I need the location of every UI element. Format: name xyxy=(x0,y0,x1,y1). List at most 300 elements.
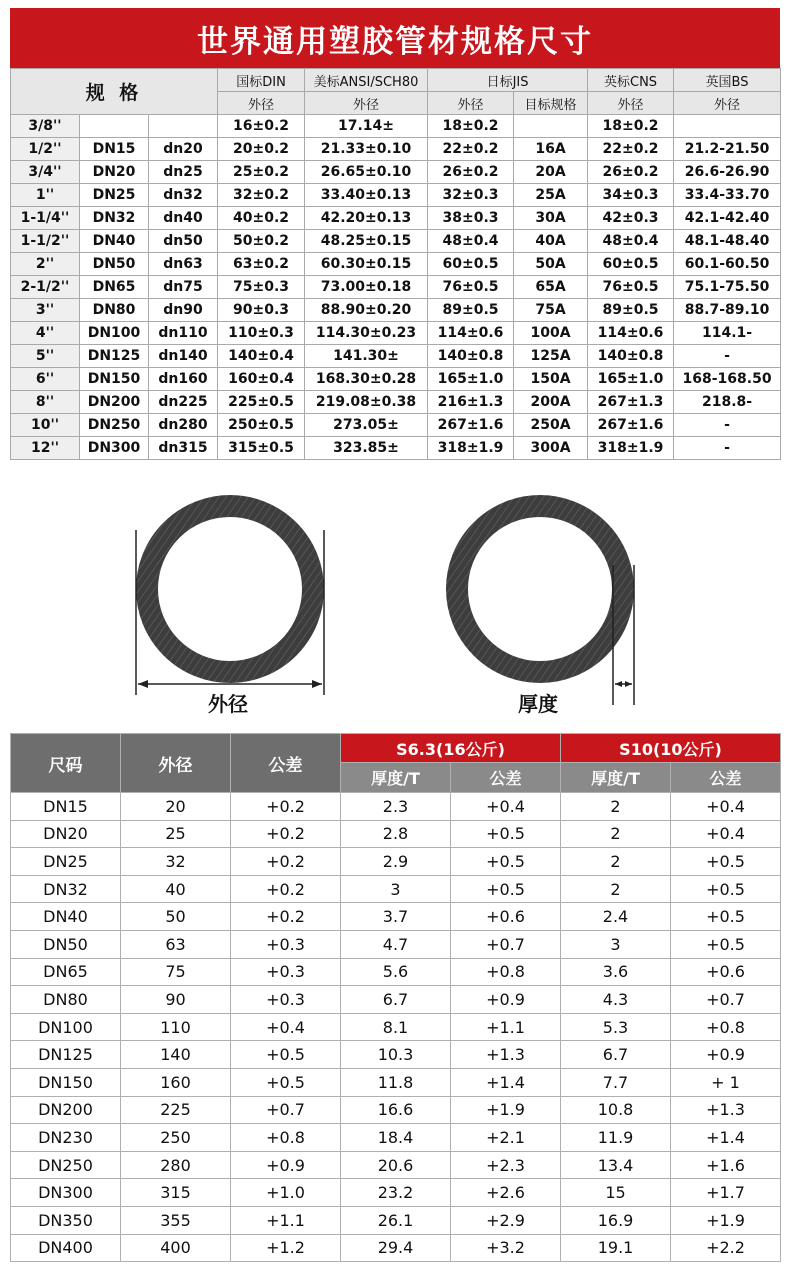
table-cell: 3 xyxy=(341,875,451,903)
table-cell xyxy=(674,115,781,138)
table-cell: + 1 xyxy=(671,1068,781,1096)
table-cell: 114±0.6 xyxy=(428,322,514,345)
table-cell: 315 xyxy=(121,1179,231,1207)
sub-header-od: 外径 xyxy=(428,92,514,115)
table-cell: DN250 xyxy=(11,1151,121,1179)
table-cell: dn315 xyxy=(149,437,218,460)
table-cell: +0.7 xyxy=(231,1096,341,1124)
table-cell: 2-1/2'' xyxy=(11,276,80,299)
table-cell: 38±0.3 xyxy=(428,207,514,230)
table-cell: 13.4 xyxy=(561,1151,671,1179)
table-cell: 318±1.9 xyxy=(588,437,674,460)
table-cell: dn110 xyxy=(149,322,218,345)
table-cell: +0.5 xyxy=(231,1041,341,1069)
tolerance-subheader: 公差 xyxy=(671,763,781,793)
table-row xyxy=(11,368,781,391)
table-cell: DN100 xyxy=(80,322,149,345)
table-cell: 168-168.50 xyxy=(674,368,781,391)
table-cell: 114.30±0.23 xyxy=(305,322,428,345)
table-cell: +0.5 xyxy=(451,848,561,876)
table-cell: DN250 xyxy=(80,414,149,437)
table-cell: DN200 xyxy=(80,391,149,414)
outer-diameter-diagram xyxy=(120,470,450,720)
table-row xyxy=(11,230,781,253)
table-cell: +2.3 xyxy=(451,1151,561,1179)
table-row xyxy=(11,875,781,903)
table-row xyxy=(11,793,781,821)
table-cell: 23.2 xyxy=(341,1179,451,1207)
table-cell: 22±0.2 xyxy=(428,138,514,161)
spec-header: 规 格 xyxy=(11,69,218,115)
table-cell: 5'' xyxy=(11,345,80,368)
table-cell: 318±1.9 xyxy=(428,437,514,460)
table-cell: 75 xyxy=(121,958,231,986)
outer-diameter-label: 外径 xyxy=(208,692,248,716)
table-cell: DN80 xyxy=(11,986,121,1014)
table-cell: 11.9 xyxy=(561,1124,671,1152)
table-cell: 65A xyxy=(514,276,588,299)
table-cell: 20A xyxy=(514,161,588,184)
table-cell: 26±0.2 xyxy=(428,161,514,184)
table-row xyxy=(11,299,781,322)
table-cell: +0.6 xyxy=(671,958,781,986)
table-row xyxy=(11,903,781,931)
table-cell: 40±0.2 xyxy=(218,207,305,230)
table-cell: dn280 xyxy=(149,414,218,437)
table-cell: +0.4 xyxy=(671,793,781,821)
table-cell: dn140 xyxy=(149,345,218,368)
table-row xyxy=(11,1013,781,1041)
table-cell: 1'' xyxy=(11,184,80,207)
table-cell: 18±0.2 xyxy=(588,115,674,138)
table-cell: 63±0.2 xyxy=(218,253,305,276)
table-cell: +0.8 xyxy=(231,1124,341,1152)
table-cell: dn25 xyxy=(149,161,218,184)
table-cell: +0.4 xyxy=(671,820,781,848)
table-cell: 225 xyxy=(121,1096,231,1124)
table-cell: 90±0.3 xyxy=(218,299,305,322)
table-cell: +1.1 xyxy=(231,1206,341,1234)
table-cell: DN230 xyxy=(11,1124,121,1152)
table-cell: 3.7 xyxy=(341,903,451,931)
table-cell: 16.9 xyxy=(561,1206,671,1234)
table-cell: +1.7 xyxy=(671,1179,781,1207)
table-cell: 48.1-48.40 xyxy=(674,230,781,253)
table-cell: +0.3 xyxy=(231,958,341,986)
table-row xyxy=(11,1041,781,1069)
table-cell: +0.2 xyxy=(231,820,341,848)
table-cell: +0.7 xyxy=(671,986,781,1014)
table-cell: 141.30± xyxy=(305,345,428,368)
table-cell: 273.05± xyxy=(305,414,428,437)
table-cell: +2.2 xyxy=(671,1234,781,1262)
table-cell: - xyxy=(674,414,781,437)
table-cell: DN25 xyxy=(11,848,121,876)
table-cell: 150A xyxy=(514,368,588,391)
table-cell: 42±0.3 xyxy=(588,207,674,230)
table-cell: 12'' xyxy=(11,437,80,460)
table-cell: 18±0.2 xyxy=(428,115,514,138)
table-cell: +0.3 xyxy=(231,930,341,958)
table-cell: 5.3 xyxy=(561,1013,671,1041)
table-cell: 3 xyxy=(561,930,671,958)
table-cell: +0.8 xyxy=(671,1013,781,1041)
table-row xyxy=(11,184,781,207)
table-cell: 30A xyxy=(514,207,588,230)
table-cell: DN65 xyxy=(80,276,149,299)
table-cell: 75A xyxy=(514,299,588,322)
table-cell: +1.9 xyxy=(671,1206,781,1234)
table-cell: 2 xyxy=(561,848,671,876)
table-cell: 10'' xyxy=(11,414,80,437)
table-cell: +0.5 xyxy=(671,930,781,958)
page-title: 世界通用塑胶管材规格尺寸 xyxy=(10,8,780,68)
table-cell: +1.3 xyxy=(671,1096,781,1124)
table-row xyxy=(11,322,781,345)
table-cell: +0.9 xyxy=(671,1041,781,1069)
table-cell: 4'' xyxy=(11,322,80,345)
table-row xyxy=(11,253,781,276)
table-cell: 10.8 xyxy=(561,1096,671,1124)
table-cell: dn225 xyxy=(149,391,218,414)
standard-cns: 英标CNS xyxy=(588,69,674,92)
table-cell: 4.7 xyxy=(341,930,451,958)
table-cell: 267±1.3 xyxy=(588,391,674,414)
table-cell: 280 xyxy=(121,1151,231,1179)
table-cell: 250±0.5 xyxy=(218,414,305,437)
table-cell: DN125 xyxy=(80,345,149,368)
size-header: 尺码 xyxy=(11,734,121,793)
table-row xyxy=(11,414,781,437)
table-cell: 89±0.5 xyxy=(588,299,674,322)
table-cell: dn63 xyxy=(149,253,218,276)
table-cell: +0.2 xyxy=(231,793,341,821)
table-cell: 50±0.2 xyxy=(218,230,305,253)
table-cell: 140±0.8 xyxy=(588,345,674,368)
thickness-subheader: 厚度/T xyxy=(561,763,671,793)
table-cell: 200A xyxy=(514,391,588,414)
table-cell: 110 xyxy=(121,1013,231,1041)
table-cell: DN125 xyxy=(11,1041,121,1069)
table-cell: 50A xyxy=(514,253,588,276)
table-cell: DN50 xyxy=(80,253,149,276)
table-cell: 32 xyxy=(121,848,231,876)
table-cell: 160 xyxy=(121,1068,231,1096)
table-cell: DN15 xyxy=(11,793,121,821)
table-cell: 267±1.6 xyxy=(428,414,514,437)
standard-ansi: 美标ANSI/SCH80 xyxy=(305,69,428,92)
table-row xyxy=(11,958,781,986)
table-cell: 15 xyxy=(561,1179,671,1207)
table-cell: 3'' xyxy=(11,299,80,322)
table-row xyxy=(11,848,781,876)
table-cell: +0.5 xyxy=(231,1068,341,1096)
table-cell: 33.40±0.13 xyxy=(305,184,428,207)
table-cell: 114.1- xyxy=(674,322,781,345)
table-cell: 42.20±0.13 xyxy=(305,207,428,230)
standard-bs: 英国BS xyxy=(674,69,781,92)
table-cell: 48±0.4 xyxy=(588,230,674,253)
sub-header-od: 外径 xyxy=(588,92,674,115)
table-cell: +0.2 xyxy=(231,875,341,903)
table-cell: 218.8- xyxy=(674,391,781,414)
table-cell: DN80 xyxy=(80,299,149,322)
table-cell: 88.7-89.10 xyxy=(674,299,781,322)
table-row xyxy=(11,207,781,230)
sub-header-target-spec: 目标规格 xyxy=(514,92,588,115)
table-cell: 60±0.5 xyxy=(428,253,514,276)
table-cell: dn160 xyxy=(149,368,218,391)
table-row xyxy=(11,930,781,958)
table-cell: 8.1 xyxy=(341,1013,451,1041)
table-cell: +0.5 xyxy=(671,848,781,876)
table-cell: - xyxy=(674,437,781,460)
thickness-subheader: 厚度/T xyxy=(341,763,451,793)
table-cell: 25±0.2 xyxy=(218,161,305,184)
table-cell: 21.2-21.50 xyxy=(674,138,781,161)
table-cell: +0.2 xyxy=(231,903,341,931)
table-cell: 219.08±0.38 xyxy=(305,391,428,414)
table-cell: 16A xyxy=(514,138,588,161)
size-table xyxy=(10,733,781,1262)
outer-diameter-header: 外径 xyxy=(121,734,231,793)
table-cell: 7.7 xyxy=(561,1068,671,1096)
table-cell: 100A xyxy=(514,322,588,345)
table-cell: 10.3 xyxy=(341,1041,451,1069)
table-cell: 110±0.3 xyxy=(218,322,305,345)
table-cell: 1-1/4'' xyxy=(11,207,80,230)
table-cell: DN350 xyxy=(11,1206,121,1234)
table-cell: dn50 xyxy=(149,230,218,253)
table-cell: 76±0.5 xyxy=(428,276,514,299)
table-cell: 140 xyxy=(121,1041,231,1069)
table-cell: 355 xyxy=(121,1206,231,1234)
table-cell: 5.6 xyxy=(341,958,451,986)
table-cell: 1/2'' xyxy=(11,138,80,161)
table-cell: +1.6 xyxy=(671,1151,781,1179)
table-cell: 11.8 xyxy=(341,1068,451,1096)
table-cell: +0.8 xyxy=(451,958,561,986)
table-cell: dn32 xyxy=(149,184,218,207)
table-cell: 89±0.5 xyxy=(428,299,514,322)
table-cell: 165±1.0 xyxy=(428,368,514,391)
table-cell: dn90 xyxy=(149,299,218,322)
table-cell: DN400 xyxy=(11,1234,121,1262)
table-cell: DN300 xyxy=(80,437,149,460)
table-cell: 75±0.3 xyxy=(218,276,305,299)
table-cell xyxy=(80,115,149,138)
sub-header-od: 外径 xyxy=(218,92,305,115)
table-cell: 3.6 xyxy=(561,958,671,986)
table-cell: 60±0.5 xyxy=(588,253,674,276)
table-cell: DN40 xyxy=(11,903,121,931)
table-cell: 168.30±0.28 xyxy=(305,368,428,391)
table-cell: 48±0.4 xyxy=(428,230,514,253)
table-cell: 2 xyxy=(561,820,671,848)
table-cell: 2 xyxy=(561,793,671,821)
table-cell: +3.2 xyxy=(451,1234,561,1262)
table-cell: +0.5 xyxy=(671,903,781,931)
table-cell: +1.2 xyxy=(231,1234,341,1262)
table-cell: +0.9 xyxy=(451,986,561,1014)
table-row xyxy=(11,115,781,138)
table-row xyxy=(11,1206,781,1234)
table-cell: DN32 xyxy=(11,875,121,903)
table-cell: 400 xyxy=(121,1234,231,1262)
table-row xyxy=(11,391,781,414)
table-cell: 140±0.4 xyxy=(218,345,305,368)
table-cell: +1.1 xyxy=(451,1013,561,1041)
table-row xyxy=(11,1124,781,1152)
table-row xyxy=(11,437,781,460)
table-cell: +1.3 xyxy=(451,1041,561,1069)
table-cell: 75.1-75.50 xyxy=(674,276,781,299)
table-cell: +0.4 xyxy=(451,793,561,821)
table-cell: 40 xyxy=(121,875,231,903)
table-cell: +0.4 xyxy=(231,1013,341,1041)
table-cell: +2.6 xyxy=(451,1179,561,1207)
table-cell: 160±0.4 xyxy=(218,368,305,391)
table-cell: 6.7 xyxy=(561,1041,671,1069)
table-cell: +0.5 xyxy=(451,820,561,848)
table-cell: +0.9 xyxy=(231,1151,341,1179)
table-cell: dn20 xyxy=(149,138,218,161)
table-cell: 21.33±0.10 xyxy=(305,138,428,161)
table-cell: 300A xyxy=(514,437,588,460)
table-cell: 165±1.0 xyxy=(588,368,674,391)
table-row xyxy=(11,1234,781,1262)
table-cell: DN150 xyxy=(80,368,149,391)
table-cell: +0.3 xyxy=(231,986,341,1014)
table-cell: 26.65±0.10 xyxy=(305,161,428,184)
table-cell: 16.6 xyxy=(341,1096,451,1124)
table-cell: 2 xyxy=(561,875,671,903)
table-cell: 2.3 xyxy=(341,793,451,821)
spec-table xyxy=(10,68,781,460)
standard-jis: 日标JIS xyxy=(428,69,588,92)
sub-header-od: 外径 xyxy=(674,92,781,115)
table-cell: +2.9 xyxy=(451,1206,561,1234)
sub-header-od: 外径 xyxy=(305,92,428,115)
table-cell: 20 xyxy=(121,793,231,821)
table-cell: 20.6 xyxy=(341,1151,451,1179)
table-cell: DN300 xyxy=(11,1179,121,1207)
table-cell: 140±0.8 xyxy=(428,345,514,368)
table-cell: DN20 xyxy=(80,161,149,184)
spec-table-body xyxy=(11,115,781,460)
table-cell: DN40 xyxy=(80,230,149,253)
table-cell: 26±0.2 xyxy=(588,161,674,184)
table-cell: DN65 xyxy=(11,958,121,986)
table-cell: 90 xyxy=(121,986,231,1014)
table-cell: 34±0.3 xyxy=(588,184,674,207)
table-cell: 17.14± xyxy=(305,115,428,138)
table-cell: dn40 xyxy=(149,207,218,230)
table-cell: 250 xyxy=(121,1124,231,1152)
table-cell: 32±0.2 xyxy=(218,184,305,207)
table-cell: 63 xyxy=(121,930,231,958)
table-cell: +0.2 xyxy=(231,848,341,876)
table-cell: 323.85± xyxy=(305,437,428,460)
table-cell: 2.9 xyxy=(341,848,451,876)
table-cell: 2.4 xyxy=(561,903,671,931)
table-cell: 1-1/2'' xyxy=(11,230,80,253)
table-row xyxy=(11,820,781,848)
group-s63-header: S6.3(16公斤) xyxy=(341,734,561,763)
table-cell: +0.7 xyxy=(451,930,561,958)
table-cell: 125A xyxy=(514,345,588,368)
table-row xyxy=(11,986,781,1014)
table-row xyxy=(11,138,781,161)
table-cell: 19.1 xyxy=(561,1234,671,1262)
table-cell: +0.5 xyxy=(671,875,781,903)
table-row xyxy=(11,345,781,368)
table-cell: 22±0.2 xyxy=(588,138,674,161)
table-cell: +2.1 xyxy=(451,1124,561,1152)
table-cell: 267±1.6 xyxy=(588,414,674,437)
table-row xyxy=(11,1068,781,1096)
table-cell: 2'' xyxy=(11,253,80,276)
table-cell xyxy=(514,115,588,138)
table-cell: +0.6 xyxy=(451,903,561,931)
thickness-diagram xyxy=(430,470,760,720)
group-s10-header: S10(10公斤) xyxy=(561,734,781,763)
table-cell: 3/4'' xyxy=(11,161,80,184)
table-cell: DN25 xyxy=(80,184,149,207)
table-cell: DN50 xyxy=(11,930,121,958)
table-cell: 26.6-26.90 xyxy=(674,161,781,184)
table-cell: +1.0 xyxy=(231,1179,341,1207)
table-cell: 73.00±0.18 xyxy=(305,276,428,299)
table-cell: DN150 xyxy=(11,1068,121,1096)
table-cell: 250A xyxy=(514,414,588,437)
tolerance-header: 公差 xyxy=(231,734,341,793)
table-row xyxy=(11,1151,781,1179)
table-cell: 32±0.3 xyxy=(428,184,514,207)
table-cell: 6'' xyxy=(11,368,80,391)
table-cell: 42.1-42.40 xyxy=(674,207,781,230)
table-cell xyxy=(149,115,218,138)
table-cell: 20±0.2 xyxy=(218,138,305,161)
table-cell: 33.4-33.70 xyxy=(674,184,781,207)
table-cell: +1.4 xyxy=(671,1124,781,1152)
table-cell: - xyxy=(674,345,781,368)
tolerance-subheader: 公差 xyxy=(451,763,561,793)
table-cell: 76±0.5 xyxy=(588,276,674,299)
table-cell: 25A xyxy=(514,184,588,207)
size-table-body xyxy=(11,793,781,1262)
table-cell: DN200 xyxy=(11,1096,121,1124)
table-cell: DN32 xyxy=(80,207,149,230)
standard-din: 国标DIN xyxy=(218,69,305,92)
pipe-ring-icon xyxy=(120,470,450,720)
pipe-ring-icon xyxy=(430,470,760,720)
table-cell: 16±0.2 xyxy=(218,115,305,138)
table-cell: 50 xyxy=(121,903,231,931)
table-cell: +0.5 xyxy=(451,875,561,903)
table-cell: 225±0.5 xyxy=(218,391,305,414)
table-cell: 8'' xyxy=(11,391,80,414)
table-cell: 18.4 xyxy=(341,1124,451,1152)
table-cell: 315±0.5 xyxy=(218,437,305,460)
thickness-label: 厚度 xyxy=(518,692,558,716)
table-cell: 6.7 xyxy=(341,986,451,1014)
table-cell: 25 xyxy=(121,820,231,848)
table-cell: dn75 xyxy=(149,276,218,299)
table-cell: 60.30±0.15 xyxy=(305,253,428,276)
table-row xyxy=(11,161,781,184)
table-row xyxy=(11,1179,781,1207)
